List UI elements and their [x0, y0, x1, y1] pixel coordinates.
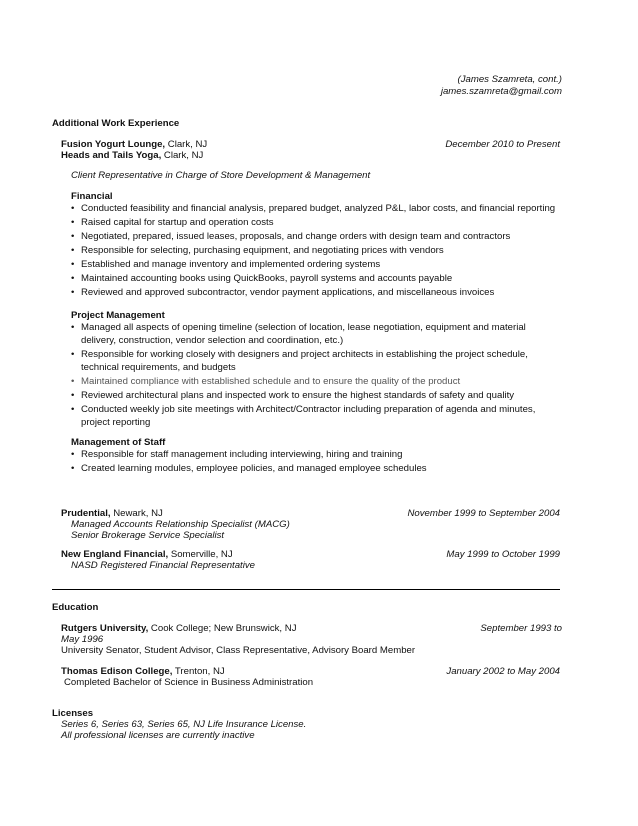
list-item: • Conducted feasibility and financial analysis, prepared budget, analyzed P&L, labor costs, and financial reporting — [71, 202, 563, 215]
employer-prudential — [61, 508, 163, 519]
email: james.szamreta@gmail.com — [440, 86, 562, 97]
school-name: Rutgers University, — [61, 623, 149, 634]
list-item: • Responsible for selecting, purchasing equipment, and negotiating prices with vendors — [71, 244, 563, 257]
job-title: Senior Brokerage Service Specialist — [71, 530, 225, 541]
employer-location: Clark, NJ — [165, 139, 208, 150]
school-dates: September 1993 to — [480, 623, 562, 634]
license-line: Series 6, Series 63, Series 65, NJ Life Insurance License. — [61, 719, 307, 730]
list-item: • Reviewed architectural plans and inspected work to ensure the highest standards of safety and quality — [71, 389, 563, 402]
license-note: All professional licenses are currently inactive — [61, 730, 255, 741]
name-continued: (James Szamreta, cont.) — [457, 74, 562, 85]
subheading-financial: Financial — [71, 191, 113, 202]
list-item: • Maintained accounting books using QuickBooks, payroll systems and accounts payable — [71, 272, 563, 285]
list-item: • Raised capital for startup and operation costs — [71, 216, 563, 229]
employer-dates: November 1999 to September 2004 — [407, 508, 560, 519]
financial-list — [71, 202, 563, 299]
employer-name: New England Financial, — [61, 549, 169, 560]
job-title: Managed Accounts Relationship Specialist (MACG) — [71, 519, 290, 530]
employer-name: Prudential, — [61, 508, 111, 519]
list-item: • Reviewed and approved subcontractor, vendor payment applications, and miscellaneous invoices — [71, 286, 563, 299]
school-detail: University Senator, Student Advisor, Class Representative, Advisory Board Member — [61, 645, 416, 656]
section-heading-additional-work: Additional Work Experience — [52, 118, 180, 129]
subheading-management-of-staff: Management of Staff — [71, 437, 166, 448]
project-management-list — [71, 321, 563, 429]
employer-new-england — [61, 549, 233, 560]
school-edison — [61, 666, 225, 677]
employer-name: Heads and Tails Yoga, — [61, 150, 162, 161]
subheading-project-management: Project Management — [71, 310, 165, 321]
list-item: • Responsible for working closely with designers and project architects in establishing the project schedule, technical requirements, and budgets — [71, 348, 563, 374]
employer-dates: December 2010 to Present — [445, 139, 560, 150]
list-item: • Created learning modules, employee policies, and managed employee schedules — [71, 462, 563, 475]
list-item: • Conducted weekly job site meetings with Architect/Contractor including preparation of agenda and minutes, project reporting — [71, 403, 563, 429]
school-name: Thomas Edison College, — [61, 666, 173, 677]
employer-location: Newark, NJ — [110, 508, 163, 519]
staff-list — [71, 448, 563, 475]
employer-fusion — [61, 139, 207, 150]
job-title: NASD Registered Financial Representative — [71, 560, 255, 571]
school-rutgers — [61, 623, 297, 634]
job-role: Client Representative in Charge of Store Development & Management — [71, 170, 371, 181]
employer-dates: May 1999 to October 1999 — [446, 549, 560, 560]
list-item: • Maintained compliance with established schedule and to ensure the quality of the product — [71, 375, 563, 388]
employer-location: Somerville, NJ — [168, 549, 233, 560]
school-location: Cook College; New Brunswick, NJ — [148, 623, 297, 634]
list-item: • Negotiated, prepared, issued leases, proposals, and change orders with design team and contractors — [71, 230, 563, 243]
list-item: • Established and manage inventory and implemented ordering systems — [71, 258, 563, 271]
list-item: • Responsible for staff management including interviewing, hiring and training — [71, 448, 563, 461]
section-heading-licenses: Licenses — [52, 708, 94, 719]
school-dates: January 2002 to May 2004 — [446, 666, 560, 677]
school-dates-continued: May 1996 — [61, 634, 104, 645]
divider — [52, 589, 560, 590]
school-detail: Completed Bachelor of Science in Business Administration — [64, 677, 314, 688]
employer-location: Clark, NJ — [161, 150, 204, 161]
employer-heads-tails — [61, 150, 203, 161]
school-location: Trenton, NJ — [172, 666, 225, 677]
employer-name: Fusion Yogurt Lounge, — [61, 139, 166, 150]
section-heading-education: Education — [52, 602, 99, 613]
list-item: • Managed all aspects of opening timeline (selection of location, lease negotiation, equipment and material delivery, construction, vendor selection and coordination, etc.) — [71, 321, 563, 347]
